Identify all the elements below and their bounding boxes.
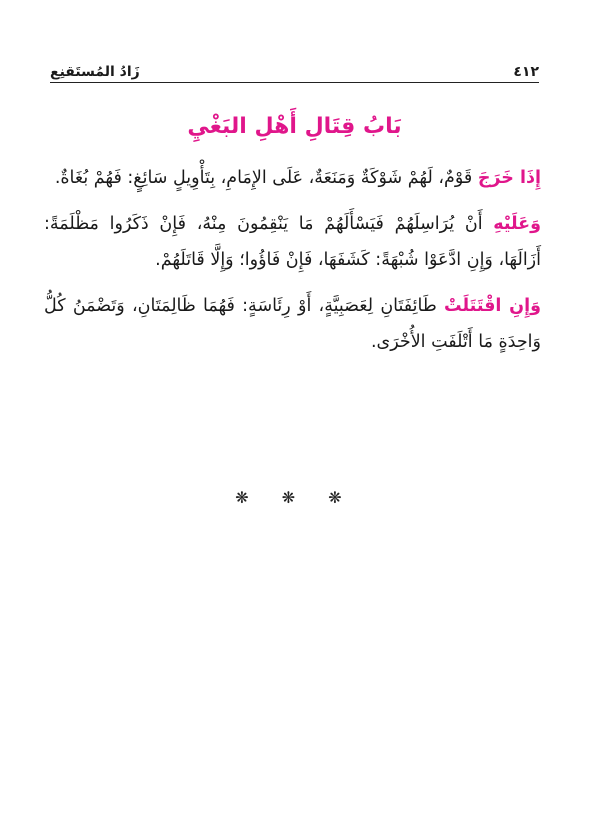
chapter-title: بَابُ قِتَالِ أَهْلِ البَغْيِ: [187, 114, 402, 139]
paragraph-3: [44, 288, 541, 360]
page-number: ٤١٢: [513, 64, 539, 80]
paragraph-text: قَوْمٌ، لَهُمْ شَوْكَةٌ وَمَنَعَةٌ، عَلَى الإِمَامِ، بِتَأْوِيلٍ سَائِغٍ: فَهُمْ بُغَاةٌ.: [54, 168, 478, 188]
header-divider: [50, 82, 539, 83]
section-end-ornament: ❋ ❋ ❋: [235, 488, 356, 507]
running-header: [50, 60, 539, 80]
book-title: زَادُ المُستَقنِع: [50, 64, 140, 80]
paragraph-lead: إِذَا خَرَجَ: [477, 168, 541, 188]
body-text: [44, 160, 541, 370]
paragraph-1: [44, 160, 541, 196]
paragraph-text: أَنْ يُرَاسِلَهُمْ فَيَسْأَلَهُمْ مَا يَنْقِمُونَ مِنْهُ، فَإِنْ ذَكَرُوا مَظْلَمَةً: أَزَالَهَا، وَإِنِ ادَّعَوْا شُبْهَةً: كَشَفَهَا، فَإِنْ فَاؤُوا؛ وَإِلَّا قَاتَلَهُمْ.: [44, 214, 541, 270]
paragraph-lead: وَعَلَيْهِ: [493, 214, 541, 234]
paragraph-lead: وَإِنِ اقْتَتَلَتْ: [444, 296, 541, 316]
paragraph-2: [44, 206, 541, 278]
paragraph-text: طَائِفَتَانِ لِعَصَبِيَّةٍ، أَوْ رِئَاسَةٍ: فَهُمَا ظَالِمَتَانِ، وَتَضْمَنُ كُلُّ وَاحِدَةٍ مَا أَتْلَفَتِ الأُخْرَى.: [44, 296, 541, 352]
